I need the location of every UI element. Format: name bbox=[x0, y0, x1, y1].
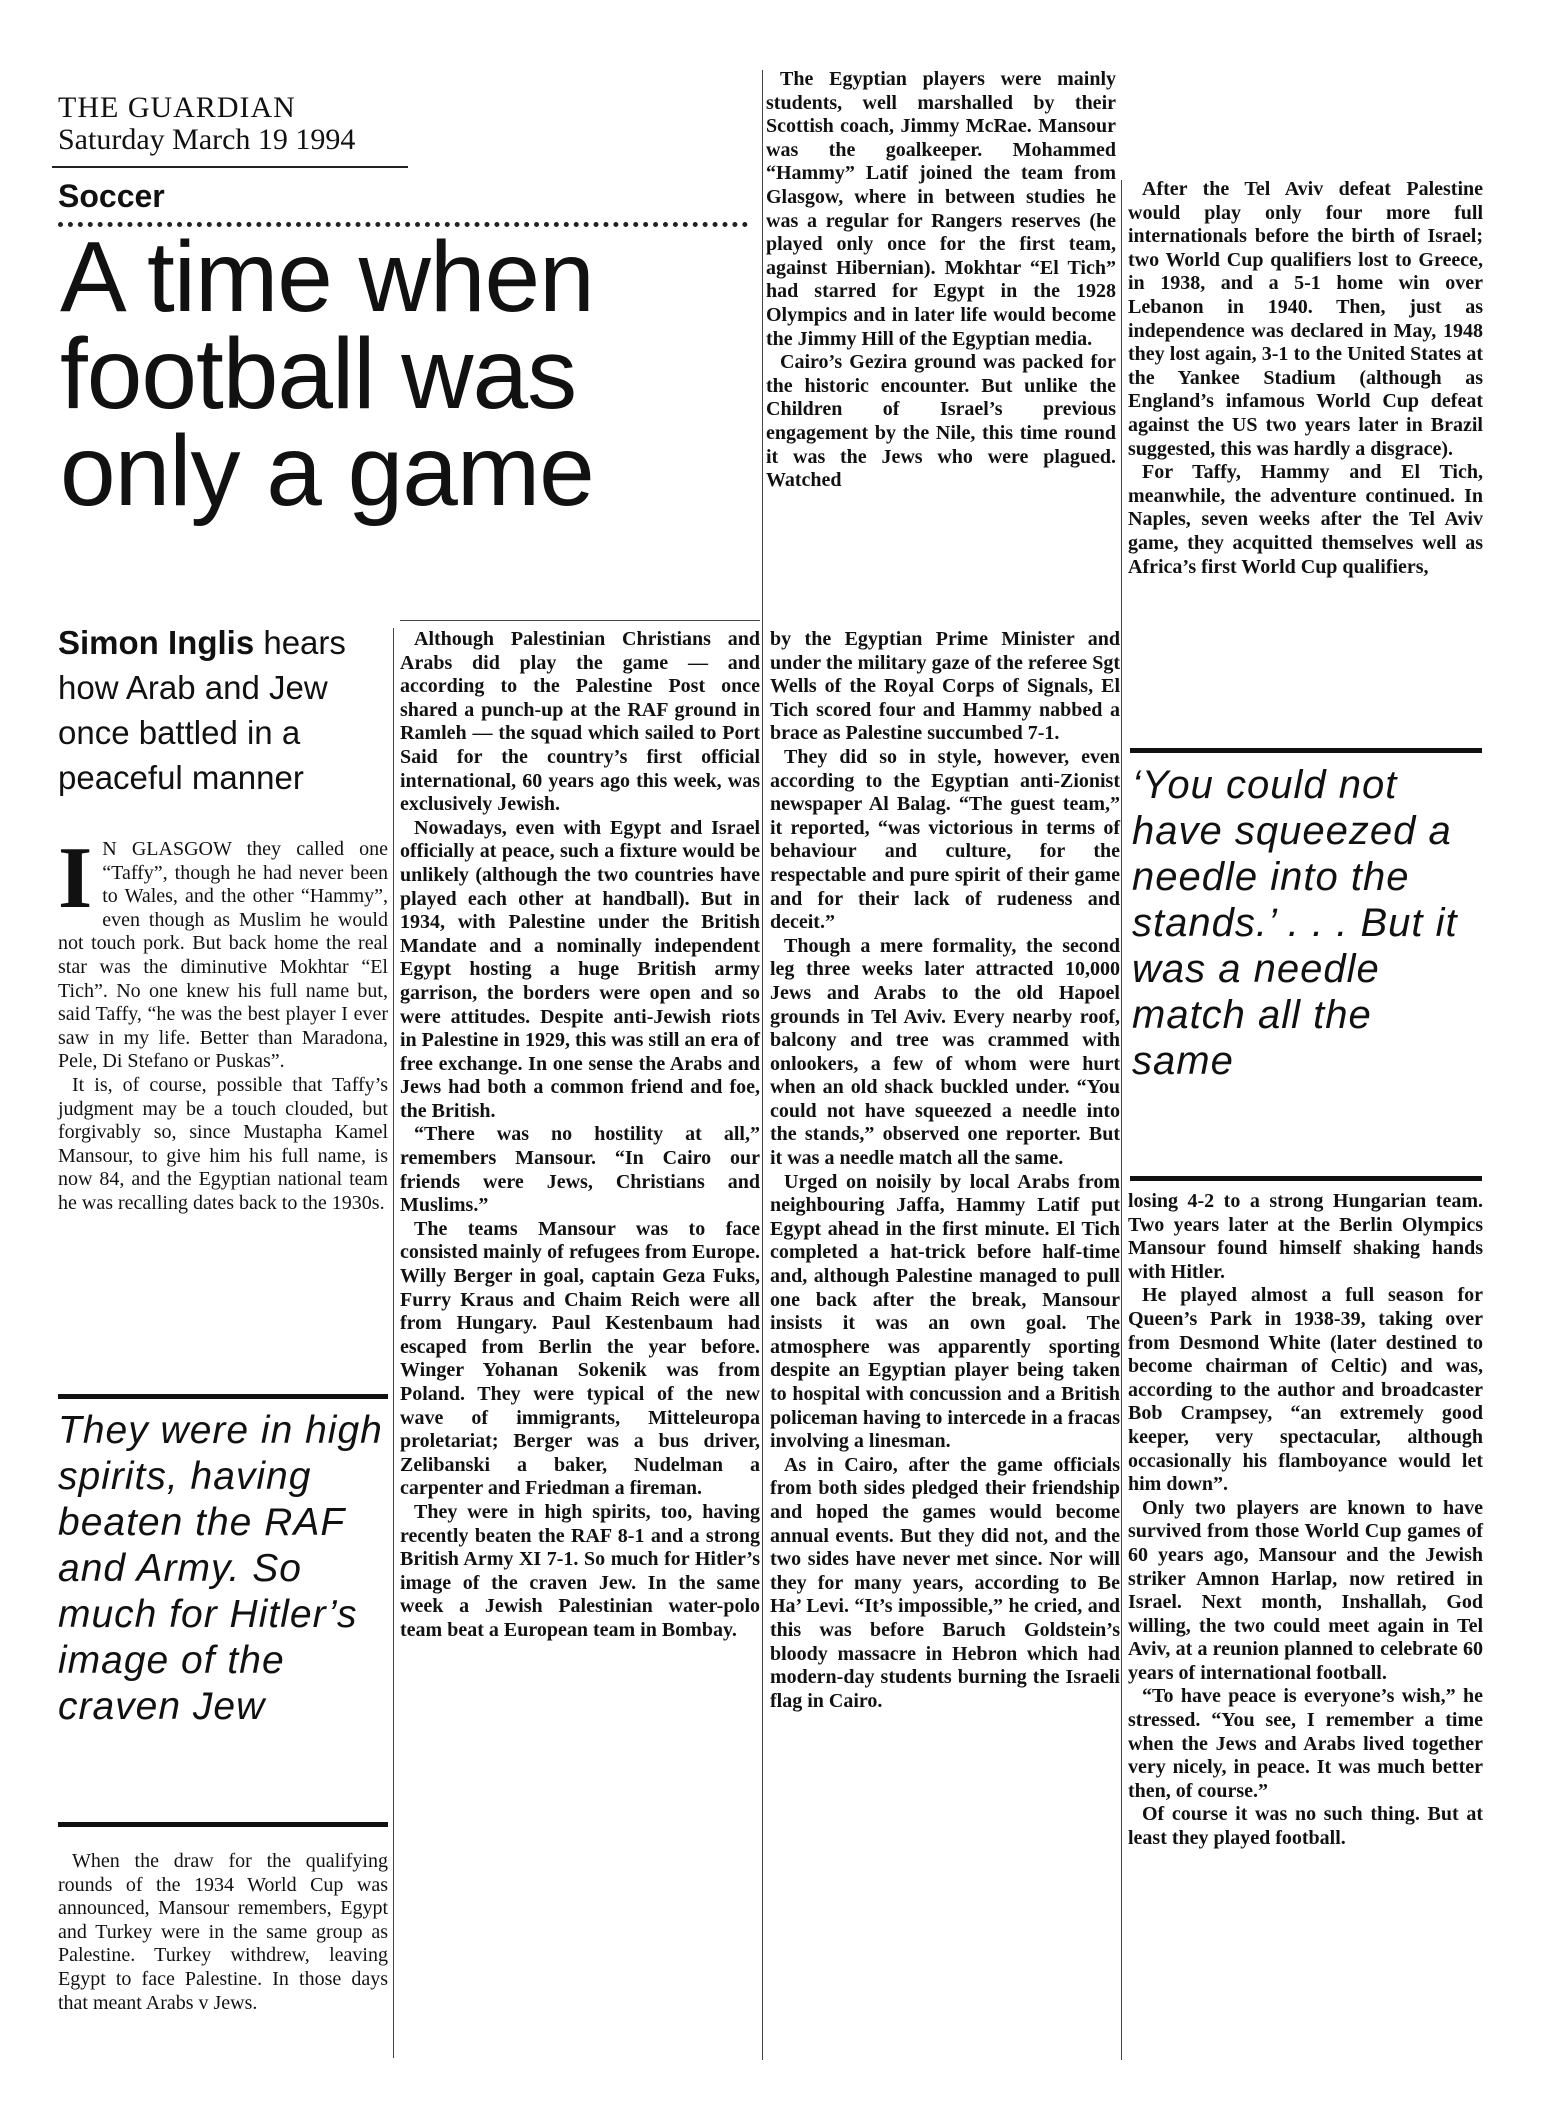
paragraph: Urged on noisily by local Arabs from neighbouring Jaffa, Hammy Latif put Egypt ahead in the first minute. El Tich completed a hat-trick before half-time and, although Palestine managed to pull one back after the break, Mansour insists it was an own goal. The atmosphere was apparently sporting despite an Egyptian player being taken to hospital with concussion and a British policeman having to intercede in a fracas involving a linesman. bbox=[770, 1170, 1120, 1453]
paragraph: When the draw for the qualifying rounds of the 1934 World Cup was announced, Mansour remembers, Egypt and Turkey were in the same group as Palestine. Turkey withdrew, leaving Egypt to face Palestine. In those days that meant Arabs v Jews. bbox=[58, 1850, 388, 2014]
paragraph: The Egyptian players were mainly students, well marshalled by their Scottish coach, Jimmy McRae. Mansour was the goalkeeper. Mohammed “Hammy” Latif joined the team from Glasgow, where in between studies he was a regular for Rangers reserves (he played only once for the first team, against Hibernian). Mokhtar “El Tich” had starred for Egypt in the 1928 Olympics and in later life would become the Jimmy Hill of the Egyptian media. bbox=[766, 68, 1116, 350]
paragraph: The teams Mansour was to face consisted mainly of refugees from Europe. Willy Berger in goal, captain Geza Fuks, Furry Kraus and Chaim Reich were all from Hungary. Paul Kestenbaum had escaped from Berlin the year before. Winger Yohanan Sokenik was from Poland. They were typical of the new wave of immigrants, Mitteleuropa proletariat; Berger was a bus driver, Zelibanski a baker, Nudelman a carpenter and Friedman a fireman. bbox=[400, 1217, 760, 1500]
paragraph: For Taffy, Hammy and El Tich, meanwhile, the adventure continued. In Naples, seven weeks after the Tel Aviv game, they acquitted themselves well as Africa’s first World Cup qualifiers, bbox=[1128, 461, 1483, 578]
column-rule-1 bbox=[393, 628, 394, 2058]
standfirst-line-1-rest: hears bbox=[254, 624, 346, 661]
pullquote-right-rule-bottom bbox=[1130, 1176, 1482, 1181]
pullquote-right-rule-top bbox=[1130, 748, 1482, 753]
pullquote-right: ‘You could not have squeezed a needle into the stands.’ . . . But it was a needle match all the same bbox=[1132, 763, 1458, 1083]
pullquote-rule-bottom bbox=[58, 1822, 388, 1827]
paragraph: They were in high spirits, too, having recently beaten the RAF 8-1 and a strong British Army XI 7-1. So much for Hitler’s image of the craven Jew. In the same week a Jewish Palestinian water-polo team beat a European team in Bombay. bbox=[400, 1500, 760, 1641]
paragraph: “There was no hostility at all,” remembers Mansour. “In Cairo our friends were Jews, Christians and Muslims.” bbox=[400, 1123, 760, 1217]
standfirst-line-1 bbox=[58, 620, 378, 665]
standfirst-line-2: how Arab and Jew bbox=[58, 669, 328, 706]
paragraph: losing 4-2 to a strong Hungarian team. Two years later at the Berlin Olympics Mansour found himself shaking hands with Hitler. bbox=[1128, 1190, 1483, 1283]
paragraph: Nowadays, even with Egypt and Israel officially at peace, such a fixture would be unlikely (although the two countries have played each other at handball). But in 1934, with Palestine under the British Mandate and a nominally independent Egypt hosting a huge British army garrison, the borders were open and so were attitudes. Despite anti-Jewish riots in Palestine in 1929, this was still an era of free exchange. In one sense the Arabs and Jews had both a common friend and foe, the British. bbox=[400, 816, 761, 1122]
pullquote-rule-top bbox=[58, 1394, 388, 1399]
paragraph: Of course it was no such thing. But at least they played football. bbox=[1128, 1803, 1483, 1850]
headline bbox=[60, 221, 760, 527]
paragraph: It is, of course, possible that Taffy’s judgment may be a touch clouded, but forgivably so, since Mustapha Kamel Mansour, to give him his full name, is now 84, and the Egyptian national team he was recalling dates back to the 1930s. bbox=[58, 1073, 388, 1214]
publication-date: Saturday March 19 1994 bbox=[58, 123, 356, 156]
paragraph: He played almost a full season for Queen’s Park in 1938-39, taking over from Desmond White (later destined to become chairman of Celtic) and was, according to the author and broadcaster Bob Crampsey, “an extremely good keeper, very spectacular, although occasionally his flamboyance would let him down”. bbox=[1128, 1284, 1483, 1496]
column-top-rule bbox=[400, 620, 760, 621]
masthead-rule bbox=[52, 166, 408, 168]
headline-line-2: football was bbox=[60, 318, 577, 430]
standfirst bbox=[58, 620, 378, 800]
article-column-3-continued bbox=[770, 628, 1120, 1713]
headline-line-1: A time when bbox=[60, 221, 594, 333]
paragraph: They did so in style, however, even according to the Egyptian anti-Zionist newspaper Al Balag. “The guest team,” it reported, “was victorious in terms of behaviour and culture, for the respectable and pure spirit of their game and for their lack of rudeness and deceit.” bbox=[770, 745, 1120, 934]
article-column-4 bbox=[1128, 178, 1483, 579]
column-rule-3 bbox=[1121, 180, 1122, 2060]
article-column-3 bbox=[766, 68, 1116, 493]
paragraph: After the Tel Aviv defeat Palestine would play only four more full internationals before the birth of Israel; two World Cup qualifiers lost to Greece, in 1938, and a 5-1 home win over Lebanon in 1940. Then, just as independence was declared in May, 1948 they lost again, 3-1 to the United States at the Yankee Stadium (although as England’s infamous World Cup defeat against the US two years later in Brazil suggested, this was hardly a disgrace). bbox=[1128, 178, 1483, 460]
article-column-4-continued bbox=[1128, 1190, 1483, 1851]
paragraph: Though a mere formality, the second leg three weeks later attracted 10,000 Jews and Arabs to the old Hapoel grounds in Tel Aviv. Every nearby roof, balcony and tree was crammed with onlookers, a few of whom were hurt when an old shack buckled under. “You could not have squeezed a needle into the stands,” observed one reporter. But it was a needle match all the same. bbox=[770, 934, 1120, 1170]
standfirst-line-4: peaceful manner bbox=[58, 759, 304, 796]
article-column-1 bbox=[58, 830, 388, 1216]
paragraph: Although Palestinian Christians and Arabs did play the game — and according to the Palestine Post once shared a punch-up at the RAF ground in Ramleh — the squad which sailed to Port Said for the country’s first official international, 60 years ago this week, was exclusively Jewish. bbox=[400, 628, 760, 816]
paragraph: Only two players are known to have survived from those World Cup games of 60 years ago, Mansour and the Jewish striker Amnon Harlap, now retired in Israel. Next month, Inshallah, God willing, the two could meet again in Tel Aviv, at a reunion planned to celebrate 60 years of international football. bbox=[1128, 1496, 1483, 1684]
paragraph: As in Cairo, after the game officials from both sides pledged their friendship and hoped the games would become annual events. But they did not, and the two sides have never met since. Nor will they for many years, according to Be Ha’ Levi. “It’s impossible,” he cried, and this was before Baruch Goldstein’s bloody massacre in Hebron which had modern-day students burning the Israeli flag in Cairo. bbox=[770, 1453, 1120, 1712]
paragraph: N GLASGOW they called one “Taffy”, though he had never been to Wales, and the other “Hammy”, even though as Muslim he would not touch pork. But back home the real star was the diminutive Mokhtar “El Tich”. No one knew his full name but, said Taffy, “he was the best player I ever saw in my life. Better than Maradona, Pele, Di Stefano or Puskas”. bbox=[58, 838, 388, 1073]
publication-name: THE GUARDIAN bbox=[58, 91, 296, 124]
pullquote-left: They were in high spirits, having beaten the RAF and Army. So much for Hitler’s image of the craven Jew bbox=[58, 1409, 383, 1728]
standfirst-line-3: once battled in a bbox=[58, 714, 301, 751]
article-column-2 bbox=[400, 628, 760, 1643]
headline-line-3: only a game bbox=[60, 415, 594, 527]
article-column-1-continued bbox=[58, 1850, 388, 2015]
paragraph: “To have peace is everyone’s wish,” he stressed. “You see, I remember a time when the Jews and Arabs lived together very nicely, in peace. It was much better then, of course.” bbox=[1128, 1685, 1483, 1802]
section-label: Soccer bbox=[58, 178, 165, 214]
column-rule-2 bbox=[762, 70, 763, 2060]
paragraph: Cairo’s Gezira ground was packed for the historic encounter. But unlike the Children of Israel’s previous engagement by the Nile, this time round it was the Jews who were plagued. Watched bbox=[766, 351, 1116, 492]
drop-cap: I bbox=[58, 830, 93, 927]
byline-author: Simon Inglis bbox=[58, 624, 255, 661]
paragraph: by the Egyptian Prime Minister and under the military gaze of the referee Sgt Wells of the Royal Corps of Signals, El Tich scored four and Hammy nabbed a brace as Palestine succumbed 7-1. bbox=[770, 628, 1120, 745]
